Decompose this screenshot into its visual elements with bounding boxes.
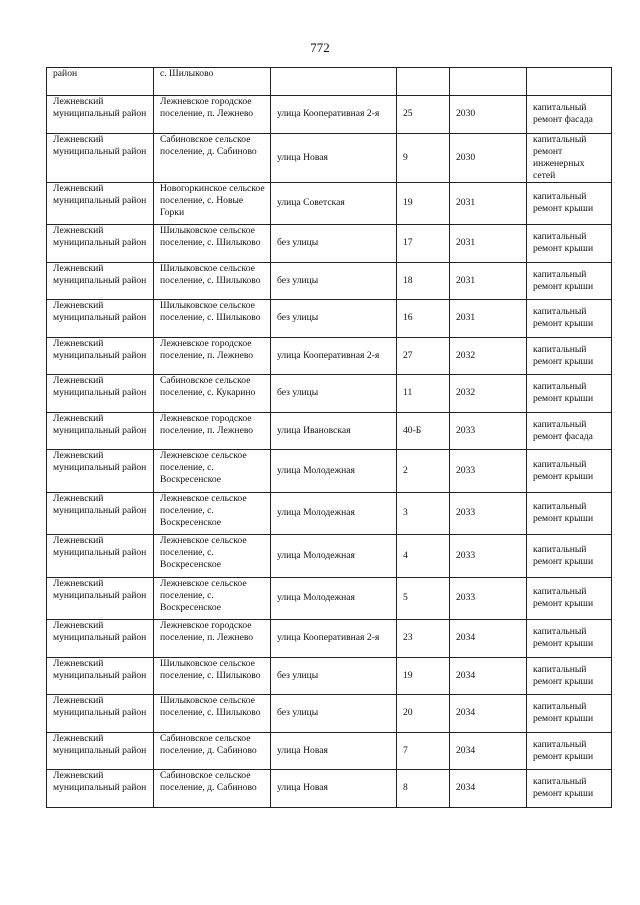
cell-district: Лежневский муниципальный район bbox=[47, 262, 154, 300]
cell-work-type: капитальный ремонт инженерных сетей bbox=[527, 133, 612, 182]
table-row bbox=[47, 657, 612, 695]
cell-settlement: Лежневское городское поселение, п. Лежнево bbox=[154, 337, 271, 375]
cell-street: улица Новая bbox=[271, 732, 397, 770]
cell-year: 2030 bbox=[450, 96, 527, 134]
cell-district: Лежневский муниципальный район bbox=[47, 695, 154, 733]
cell-district: Лежневский муниципальный район bbox=[47, 620, 154, 658]
cell-house: 23 bbox=[397, 620, 450, 658]
cell-house: 16 bbox=[397, 300, 450, 338]
cell-work-type: капитальный ремонт фасада bbox=[527, 412, 612, 450]
cell-street: улица Ивановская bbox=[271, 412, 397, 450]
cell-house: 20 bbox=[397, 695, 450, 733]
cell-settlement: Сабиновское сельское поселение, д. Сабиново bbox=[154, 770, 271, 808]
cell-house: 8 bbox=[397, 770, 450, 808]
cell-year: 2034 bbox=[450, 770, 527, 808]
cell-year: 2032 bbox=[450, 337, 527, 375]
table-row bbox=[47, 577, 612, 620]
table-row bbox=[47, 300, 612, 338]
repair-schedule-table bbox=[46, 67, 612, 808]
table-row bbox=[47, 68, 612, 96]
table-row bbox=[47, 96, 612, 134]
table-row bbox=[47, 337, 612, 375]
cell-house: 4 bbox=[397, 535, 450, 578]
cell-street: без улицы bbox=[271, 300, 397, 338]
cell-settlement: Лежневское сельское поселение, с. Воскресенское bbox=[154, 577, 271, 620]
cell-district: Лежневский муниципальный район bbox=[47, 657, 154, 695]
cell-district: Лежневский муниципальный район bbox=[47, 96, 154, 134]
cell-year: 2031 bbox=[450, 182, 527, 225]
cell-year: 2033 bbox=[450, 492, 527, 535]
cell-settlement: Шилыковское сельское поселение, с. Шилыково bbox=[154, 695, 271, 733]
cell-house: 27 bbox=[397, 337, 450, 375]
cell-settlement: Сабиновское сельское поселение, д. Сабиново bbox=[154, 133, 271, 182]
cell-house bbox=[397, 68, 450, 96]
cell-settlement: Шилыковское сельское поселение, с. Шилыково bbox=[154, 225, 271, 263]
table-row bbox=[47, 262, 612, 300]
cell-street: улица Советская bbox=[271, 182, 397, 225]
cell-settlement: Лежневское городское поселение, п. Лежнево bbox=[154, 96, 271, 134]
cell-district: Лежневский муниципальный район bbox=[47, 732, 154, 770]
cell-house: 5 bbox=[397, 577, 450, 620]
cell-district: Лежневский муниципальный район bbox=[47, 375, 154, 413]
cell-district: район bbox=[47, 68, 154, 96]
table-row bbox=[47, 450, 612, 493]
cell-year: 2030 bbox=[450, 133, 527, 182]
cell-year: 2032 bbox=[450, 375, 527, 413]
cell-district: Лежневский муниципальный район bbox=[47, 133, 154, 182]
cell-year: 2033 bbox=[450, 577, 527, 620]
cell-settlement: Лежневское городское поселение, п. Лежнево bbox=[154, 412, 271, 450]
table-row bbox=[47, 695, 612, 733]
cell-district: Лежневский муниципальный район bbox=[47, 225, 154, 263]
cell-house: 7 bbox=[397, 732, 450, 770]
cell-street: без улицы bbox=[271, 695, 397, 733]
table-row bbox=[47, 225, 612, 263]
cell-street: улица Новая bbox=[271, 133, 397, 182]
cell-settlement: Лежневское сельское поселение, с. Воскресенское bbox=[154, 492, 271, 535]
cell-district: Лежневский муниципальный район bbox=[47, 492, 154, 535]
cell-settlement: Сабиновское сельское поселение, д. Сабиново bbox=[154, 732, 271, 770]
cell-settlement: Лежневское сельское поселение, с. Воскресенское bbox=[154, 450, 271, 493]
cell-settlement: Шилыковское сельское поселение, с. Шилыково bbox=[154, 262, 271, 300]
cell-district: Лежневский муниципальный район bbox=[47, 337, 154, 375]
cell-work-type: капитальный ремонт крыши bbox=[527, 182, 612, 225]
page-number: 772 bbox=[310, 40, 330, 55]
cell-street: улица Молодежная bbox=[271, 535, 397, 578]
table-row bbox=[47, 182, 612, 225]
cell-street: улица Новая bbox=[271, 770, 397, 808]
cell-work-type: капитальный ремонт крыши bbox=[527, 620, 612, 658]
cell-settlement: с. Шилыково bbox=[154, 68, 271, 96]
cell-house: 17 bbox=[397, 225, 450, 263]
cell-year: 2031 bbox=[450, 300, 527, 338]
cell-work-type: капитальный ремонт крыши bbox=[527, 695, 612, 733]
cell-street: улица Молодежная bbox=[271, 492, 397, 535]
cell-year bbox=[450, 68, 527, 96]
cell-house: 25 bbox=[397, 96, 450, 134]
cell-house: 3 bbox=[397, 492, 450, 535]
cell-work-type: капитальный ремонт крыши bbox=[527, 770, 612, 808]
cell-street bbox=[271, 68, 397, 96]
table-row bbox=[47, 620, 612, 658]
cell-work-type bbox=[527, 68, 612, 96]
cell-work-type: капитальный ремонт крыши bbox=[527, 732, 612, 770]
cell-work-type: капитальный ремонт крыши bbox=[527, 492, 612, 535]
cell-district: Лежневский муниципальный район bbox=[47, 450, 154, 493]
cell-house: 9 bbox=[397, 133, 450, 182]
cell-work-type: капитальный ремонт крыши bbox=[527, 337, 612, 375]
cell-year: 2033 bbox=[450, 412, 527, 450]
cell-house: 2 bbox=[397, 450, 450, 493]
cell-district: Лежневский муниципальный район bbox=[47, 577, 154, 620]
cell-house: 19 bbox=[397, 657, 450, 695]
cell-work-type: капитальный ремонт крыши bbox=[527, 262, 612, 300]
cell-house: 40-Б bbox=[397, 412, 450, 450]
table-row bbox=[47, 133, 612, 182]
table-row bbox=[47, 732, 612, 770]
table-row bbox=[47, 412, 612, 450]
cell-work-type: капитальный ремонт крыши bbox=[527, 535, 612, 578]
table-row bbox=[47, 375, 612, 413]
cell-year: 2033 bbox=[450, 535, 527, 578]
cell-year: 2034 bbox=[450, 695, 527, 733]
cell-house: 18 bbox=[397, 262, 450, 300]
cell-settlement: Лежневское городское поселение, п. Лежнево bbox=[154, 620, 271, 658]
cell-year: 2033 bbox=[450, 450, 527, 493]
cell-year: 2034 bbox=[450, 657, 527, 695]
cell-street: без улицы bbox=[271, 262, 397, 300]
table-row bbox=[47, 535, 612, 578]
cell-settlement: Новогоркинское сельское поселение, с. Новые Горки bbox=[154, 182, 271, 225]
cell-street: без улицы bbox=[271, 657, 397, 695]
cell-house: 11 bbox=[397, 375, 450, 413]
cell-street: без улицы bbox=[271, 225, 397, 263]
cell-year: 2031 bbox=[450, 262, 527, 300]
table-row bbox=[47, 770, 612, 808]
cell-work-type: капитальный ремонт крыши bbox=[527, 577, 612, 620]
cell-work-type: капитальный ремонт фасада bbox=[527, 96, 612, 134]
cell-district: Лежневский муниципальный район bbox=[47, 412, 154, 450]
cell-settlement: Сабиновское сельское поселение, с. Кукарино bbox=[154, 375, 271, 413]
cell-house: 19 bbox=[397, 182, 450, 225]
cell-street: улица Кооперативная 2-я bbox=[271, 96, 397, 134]
cell-year: 2034 bbox=[450, 620, 527, 658]
cell-work-type: капитальный ремонт крыши bbox=[527, 657, 612, 695]
cell-street: улица Кооперативная 2-я bbox=[271, 337, 397, 375]
cell-street: без улицы bbox=[271, 375, 397, 413]
cell-district: Лежневский муниципальный район bbox=[47, 300, 154, 338]
cell-work-type: капитальный ремонт крыши bbox=[527, 300, 612, 338]
cell-street: улица Кооперативная 2-я bbox=[271, 620, 397, 658]
cell-district: Лежневский муниципальный район bbox=[47, 182, 154, 225]
cell-street: улица Молодежная bbox=[271, 577, 397, 620]
cell-year: 2034 bbox=[450, 732, 527, 770]
cell-district: Лежневский муниципальный район bbox=[47, 770, 154, 808]
cell-settlement: Шилыковское сельское поселение, с. Шилыково bbox=[154, 300, 271, 338]
cell-street: улица Молодежная bbox=[271, 450, 397, 493]
cell-year: 2031 bbox=[450, 225, 527, 263]
cell-district: Лежневский муниципальный район bbox=[47, 535, 154, 578]
cell-work-type: капитальный ремонт крыши bbox=[527, 225, 612, 263]
cell-work-type: капитальный ремонт крыши bbox=[527, 450, 612, 493]
table-row bbox=[47, 492, 612, 535]
cell-settlement: Лежневское сельское поселение, с. Воскресенское bbox=[154, 535, 271, 578]
cell-work-type: капитальный ремонт крыши bbox=[527, 375, 612, 413]
cell-settlement: Шилыковское сельское поселение, с. Шилыково bbox=[154, 657, 271, 695]
